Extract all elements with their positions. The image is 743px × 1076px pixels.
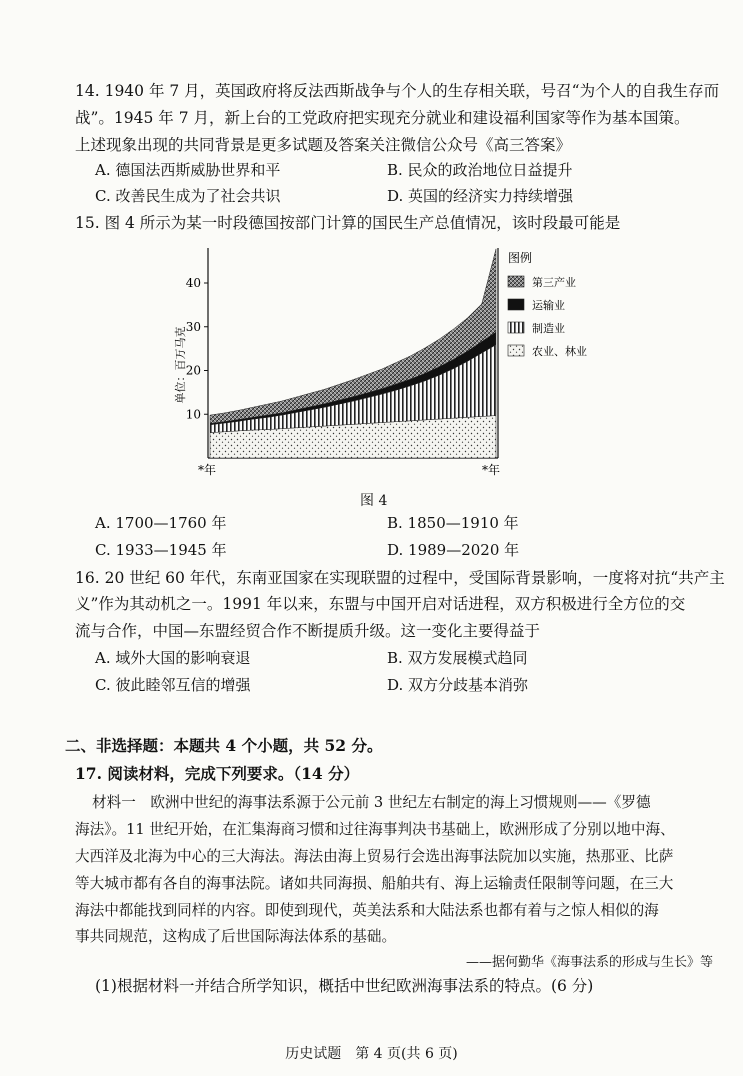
q16-option-b: B. 双方发展模式趋同 <box>387 649 528 667</box>
q14-option-b: B. 民众的政治地位日益提升 <box>387 161 573 179</box>
material-line-1: 材料一 欧洲中世纪的海事法系源于公元前 3 世纪左右制定的海上习惯规则——《罗德 <box>92 794 651 811</box>
q16-option-d: D. 双方分歧基本消弥 <box>387 676 529 694</box>
q14-line2: 战”。1945 年 7 月，新上台的工党政府把实现充分就业和建设福利国家等作为基本国策。 <box>75 109 690 127</box>
q17-heading: 17. 阅读材料，完成下列要求。（14 分） <box>75 764 360 783</box>
legend-swatch-运输业 <box>508 299 524 310</box>
legend-label-农业、林业: 农业、林业 <box>532 345 587 358</box>
legend-label-制造业: 制造业 <box>532 322 565 335</box>
q16-line1: 16. 20 世纪 60 年代，东南亚国家在实现联盟的过程中，受国际背景影响，一度将对抗“共产主 <box>75 569 725 587</box>
material-line-6: 事共同规范，这构成了后世国际海法体系的基础。 <box>75 928 397 945</box>
legend-label-运输业: 运输业 <box>532 299 565 312</box>
legend-swatch-制造业 <box>508 322 524 333</box>
page-footer: 历史试题 第 4 页(共 6 页) <box>285 1046 458 1062</box>
q15-line1: 15. 图 4 所示为某一时段德国按部门计算的国民生产总值情况，该时段最可能是 <box>75 214 621 232</box>
y-tick-label: 30 <box>185 319 201 334</box>
x-tick-end: *年 <box>482 463 501 477</box>
q14-line3: 上述现象出现的共同背景是更多试题及答案关注微信公众号《高三答案》 <box>75 136 572 154</box>
q16-line3: 流与合作，中国—东盟经贸合作不断提质升级。这一变化主要得益于 <box>75 622 541 640</box>
q15-option-b: B. 1850—1910 年 <box>387 514 519 532</box>
q14-option-a: A. 德国法西斯威胁世界和平 <box>95 161 281 179</box>
y-axis-label: 单位：百万马克 <box>174 326 187 404</box>
section-title: 二、非选择题：本题共 4 个小题，共 52 分。 <box>65 736 383 755</box>
y-tick-label: 20 <box>185 363 201 378</box>
material-source: ——据何勤华《海事法系的形成与生长》等 <box>465 955 713 970</box>
legend-swatch-第三产业 <box>508 276 524 287</box>
material-line-2: 海法》。11 世纪开始，在汇集海商习惯和过往海事判决书基础上，欧洲形成了分别以地中海、 <box>75 821 675 838</box>
q16-option-c: C. 彼此睦邻互信的增强 <box>95 676 251 694</box>
q15-option-a: A. 1700—1760 年 <box>95 514 227 532</box>
y-tick-label: 40 <box>185 276 201 290</box>
x-tick-start: *年 <box>198 463 217 477</box>
material-line-4: 等大城市都有各自的海事法院。诸如共同海损、船舶共有、海上运输责任限制等问题，在三大 <box>75 875 674 892</box>
legend-title: 图例 <box>508 251 533 265</box>
figure-caption: 图 4 <box>360 493 388 509</box>
q16-line2: 义”作为其动机之一。1991 年以来，东盟与中国开启对话进程，双方积极进行全方位的交 <box>75 595 686 613</box>
material-line-3: 大西洋及北海为中心的三大海法。海法由海上贸易行会选出海事法院加以实施，热那亚、比萨 <box>75 848 674 865</box>
q14-option-c: C. 改善民生成为了社会共识 <box>95 187 281 205</box>
legend-label-第三产业: 第三产业 <box>532 276 576 289</box>
material-line-5: 海法中都能找到同样的内容。即使到现代，英美法系和大陆法系也都有着与之惊人相似的海 <box>75 902 659 919</box>
q17-subquestion-1: (1)根据材料一并结合所学知识，概括中世纪欧洲海事法系的特点。(6 分) <box>95 977 594 995</box>
gnp-stacked-area-chart <box>170 240 620 480</box>
q14-line1: 14. 1940 年 7 月，英国政府将反法西斯战争与个人的生存相关联，号召“为个人的自我生存而 <box>75 82 720 100</box>
q16-option-a: A. 域外大国的影响衰退 <box>95 649 251 667</box>
q15-option-c: C. 1933—1945 年 <box>95 541 227 559</box>
y-tick-label: 10 <box>185 407 201 422</box>
legend-swatch-农业、林业 <box>508 345 524 356</box>
q15-option-d: D. 1989—2020 年 <box>387 541 520 559</box>
q14-option-d: D. 英国的经济实力持续增强 <box>387 187 574 205</box>
